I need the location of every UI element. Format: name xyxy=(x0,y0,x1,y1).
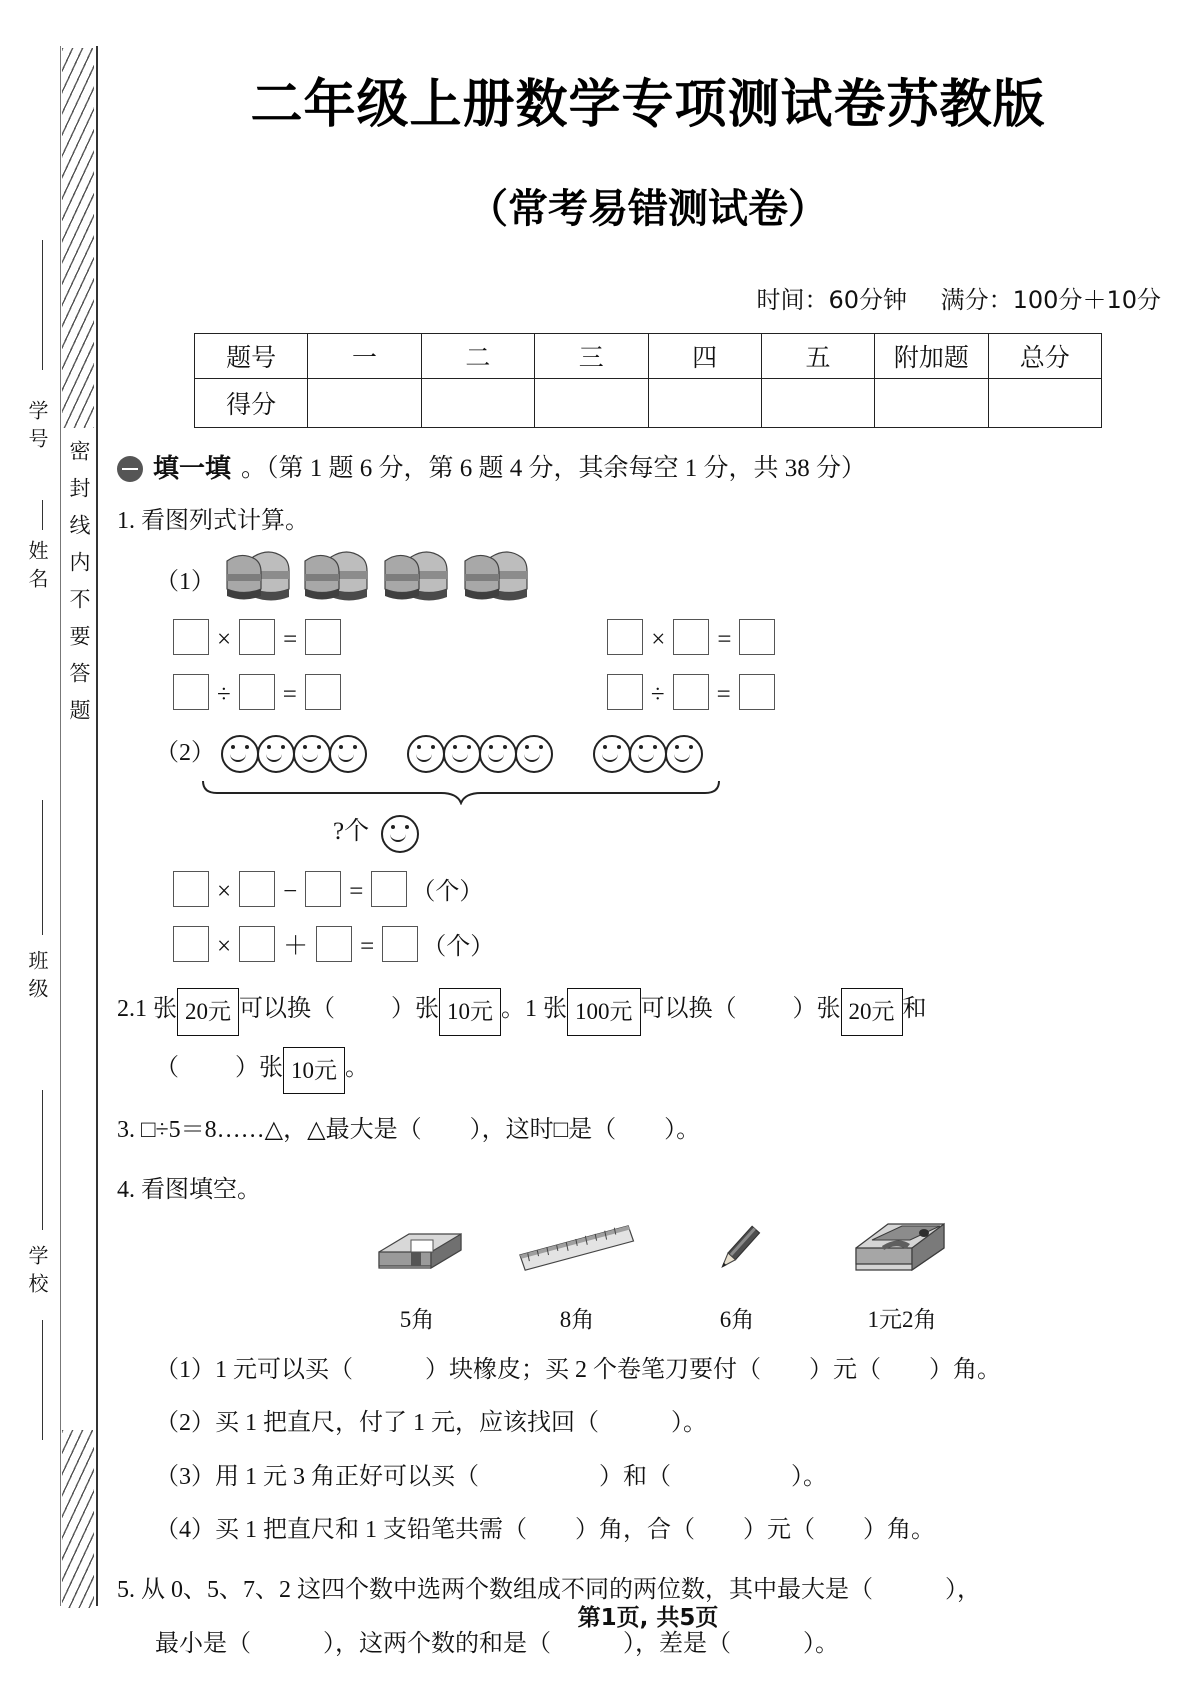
q1-eq-mul-left[interactable]: × = xyxy=(169,627,351,653)
question-1-answer-line-2: × ＋ = （个） xyxy=(117,923,1167,971)
eraser-icon xyxy=(367,1220,467,1278)
question-1-sub2 xyxy=(117,731,1167,777)
score-cell-2[interactable] xyxy=(421,379,534,428)
question-4-stem xyxy=(117,1168,1167,1214)
score-cell-7[interactable] xyxy=(988,379,1101,428)
question-1-equation-mul-row xyxy=(117,616,1167,664)
pencil-sharpener-icon xyxy=(842,1214,962,1278)
answer-box[interactable] xyxy=(239,674,275,710)
answer-box[interactable] xyxy=(239,871,275,907)
score-header-7: 总分 xyxy=(988,334,1101,379)
question-1-text: 看图列式计算。 xyxy=(141,508,309,535)
page-footer: 第1页, 共5页 xyxy=(577,1605,719,1631)
table-row-header xyxy=(195,334,1102,379)
question-3-number: 3. xyxy=(117,1117,135,1144)
smiley-group-2 xyxy=(407,731,551,777)
sidebar-outer-rule xyxy=(96,46,98,1606)
exam-meta xyxy=(105,280,1191,315)
item-eraser-price: 5角 xyxy=(399,1307,435,1333)
q2-t8: （ xyxy=(155,1054,179,1081)
seal-hatch-bottom xyxy=(62,1430,94,1608)
smiley-face-icon xyxy=(629,735,667,773)
q2-t4: 。1 张 xyxy=(501,996,567,1023)
mitten-picture-group xyxy=(221,569,551,595)
answer-box[interactable] xyxy=(305,619,341,655)
smiley-face-icon xyxy=(593,735,631,773)
sidebar-label-school: 学校 xyxy=(25,1245,47,1301)
smiley-face-icon xyxy=(665,735,703,773)
page-title: 二年级上册数学专项测试卷苏教版 xyxy=(250,75,1046,135)
answer-box[interactable] xyxy=(173,871,209,907)
smiley-face-icon xyxy=(515,735,553,773)
q2-t7: 和 xyxy=(902,996,927,1023)
exam-content xyxy=(105,444,1191,1667)
page-subtitle: （常考易错测试卷） xyxy=(468,186,828,232)
question-4-sub-3[interactable]: （3）用 1 元 3 角正好可以买（ ）和（ ）。 xyxy=(155,1463,827,1490)
question-1-answer-line-1: × − = （个） xyxy=(117,868,1167,916)
answer-box[interactable] xyxy=(173,926,209,962)
section-scoring: 。（第 1 题 6 分，第 6 题 4 分，其余每空 1 分，共 38 分） xyxy=(241,454,867,482)
score-cell-5[interactable] xyxy=(761,379,874,428)
section-heading-one xyxy=(117,444,1167,493)
question-1-sub1 xyxy=(117,545,1167,606)
question-2-number: 2. xyxy=(117,996,135,1023)
answer-box[interactable] xyxy=(739,619,775,655)
sidebar-label-name: 姓名 xyxy=(25,540,47,596)
item-ruler xyxy=(507,1220,647,1342)
answer-box[interactable] xyxy=(239,926,275,962)
score-cell-1[interactable] xyxy=(308,379,421,428)
answer-box[interactable] xyxy=(673,619,709,655)
item-pencil xyxy=(677,1220,797,1342)
answer-box[interactable] xyxy=(607,674,643,710)
section-title: 填一填 xyxy=(153,454,232,483)
question-4-number: 4. xyxy=(117,1177,135,1204)
seal-hatch-top xyxy=(62,48,94,428)
q2-t10: 。 xyxy=(345,1054,369,1081)
question-1-equation-div-row xyxy=(117,671,1167,719)
question-3-text[interactable]: □÷5＝8……△，△最大是（ ），这时□是（ ）。 xyxy=(141,1117,701,1144)
question-2-line-1 xyxy=(117,987,1167,1036)
item-sharpener-price: 1元2角 xyxy=(867,1307,937,1333)
sidebar-inner-rule xyxy=(60,46,61,1606)
smiley-face-icon xyxy=(381,815,419,853)
score-row-label: 得分 xyxy=(195,379,308,428)
table-row-scores xyxy=(195,379,1102,428)
money-note-20-b: 20元 xyxy=(841,988,903,1036)
smiley-face-icon xyxy=(257,735,295,773)
q2-t1: 1 张 xyxy=(135,996,177,1023)
answer-box[interactable] xyxy=(173,674,209,710)
seal-line-text: 密封线内不要答题 xyxy=(67,440,91,736)
question-5-text-1[interactable]: 从 0、5、7、2 这四个数中选两个数组成不同的两位数，其中最大是（ ）， xyxy=(141,1576,981,1603)
money-note-20: 20元 xyxy=(177,988,239,1036)
question-1-number: 1. xyxy=(117,508,135,535)
score-cell-6[interactable] xyxy=(875,379,988,428)
answer-box[interactable] xyxy=(607,619,643,655)
question-5-line-2[interactable]: 最小是（ ），这两个数的和是（ ），差是（ ）。 xyxy=(155,1630,839,1657)
brace-caption-text: ?个 xyxy=(333,818,370,846)
exam-page xyxy=(105,0,1191,1684)
sidebar-divider-4 xyxy=(42,1090,43,1230)
smiley-face-icon xyxy=(479,735,517,773)
item-pencil-price: 6角 xyxy=(719,1307,755,1333)
q2-t6: ）张 xyxy=(792,996,841,1023)
answer-box[interactable] xyxy=(316,926,352,962)
answer-box[interactable] xyxy=(673,674,709,710)
answer-box[interactable] xyxy=(382,926,418,962)
item-sharpener xyxy=(832,1214,972,1342)
stationery-items-row xyxy=(117,1220,1167,1332)
question-4-sub-4[interactable]: （4）买 1 把直尺和 1 支铅笔共需（ ）角，合（ ）元（ ）角。 xyxy=(155,1517,935,1544)
question-1-stem xyxy=(117,499,1167,545)
sidebar-divider-5 xyxy=(42,1320,43,1440)
answer-box[interactable] xyxy=(173,619,209,655)
item-ruler-price: 8角 xyxy=(559,1307,595,1333)
sidebar-label-class: 班级 xyxy=(25,950,47,1006)
q2-t9: ）张 xyxy=(235,1054,283,1081)
money-note-10: 10元 xyxy=(439,988,501,1036)
question-4-text: 看图填空。 xyxy=(141,1177,261,1204)
score-header-6: 附加题 xyxy=(875,334,988,379)
sidebar-divider-2 xyxy=(42,500,43,530)
answer-box[interactable] xyxy=(305,674,341,710)
answer-box[interactable] xyxy=(305,871,341,907)
smiley-group-1 xyxy=(221,731,365,777)
one-circle-icon xyxy=(117,456,143,482)
score-header-1: 一 xyxy=(308,334,421,379)
score-cell-3[interactable] xyxy=(535,379,648,428)
question-1-sub2-label: （2） xyxy=(155,739,215,766)
answer-box[interactable] xyxy=(371,871,407,907)
q2-t2: 可以换（ xyxy=(239,996,335,1023)
brace-row xyxy=(117,776,1167,810)
item-eraser xyxy=(357,1220,477,1342)
sidebar-label-student-id: 学号 xyxy=(25,400,47,456)
smiley-face-icon xyxy=(407,735,445,773)
question-3 xyxy=(117,1108,1167,1154)
question-4-sub-1[interactable]: （1）1 元可以买（ ）块橡皮；买 2 个卷笔刀要付（ ）元（ ）角。 xyxy=(155,1356,1001,1383)
question-4-sub-2[interactable]: （2）买 1 把直尺，付了 1 元，应该找回（ ）。 xyxy=(155,1410,707,1437)
exam-seal-sidebar xyxy=(0,0,105,1684)
score-header-0: 题号 xyxy=(195,334,308,379)
question-2-line-2 xyxy=(117,1046,1167,1095)
smiley-group-3 xyxy=(593,731,701,777)
pencil-icon xyxy=(687,1220,787,1278)
unit-suffix-1: （个） xyxy=(411,878,484,905)
unit-suffix-2: （个） xyxy=(422,934,495,961)
score-table xyxy=(194,333,1102,428)
smiley-face-icon xyxy=(329,735,367,773)
answer-box[interactable] xyxy=(739,674,775,710)
q2-t3: ）张 xyxy=(391,996,439,1023)
money-note-100: 100元 xyxy=(567,988,641,1036)
question-1-sub1-label: （1） xyxy=(155,568,215,595)
question-5-number: 5. xyxy=(117,1576,135,1603)
smiley-face-icon xyxy=(443,735,481,773)
score-header-5: 五 xyxy=(761,334,874,379)
exam-total-score: 满分：100分＋10分 xyxy=(940,286,1161,314)
q1-eq-mul-right[interactable]: × = xyxy=(603,627,779,653)
exam-duration: 时间：60分钟 xyxy=(756,286,907,314)
score-header-3: 三 xyxy=(535,334,648,379)
sidebar-divider-1 xyxy=(42,240,43,370)
smiley-face-icon xyxy=(293,735,331,773)
brace-caption xyxy=(117,808,1167,856)
score-header-4: 四 xyxy=(648,334,761,379)
money-note-10-b: 10元 xyxy=(283,1047,345,1095)
answer-box[interactable] xyxy=(239,619,275,655)
q1-eq-div-right[interactable]: ÷ = xyxy=(603,682,779,708)
mittens-illustration xyxy=(221,545,551,605)
score-header-2: 二 xyxy=(421,334,534,379)
sidebar-divider-3 xyxy=(42,800,43,935)
q1-eq-div-left[interactable]: ÷ = xyxy=(169,682,351,708)
smiley-face-icon xyxy=(221,735,259,773)
score-cell-4[interactable] xyxy=(648,379,761,428)
q2-t5: 可以换（ xyxy=(640,996,737,1023)
ruler-icon xyxy=(512,1220,642,1278)
curly-brace-icon xyxy=(201,779,721,805)
